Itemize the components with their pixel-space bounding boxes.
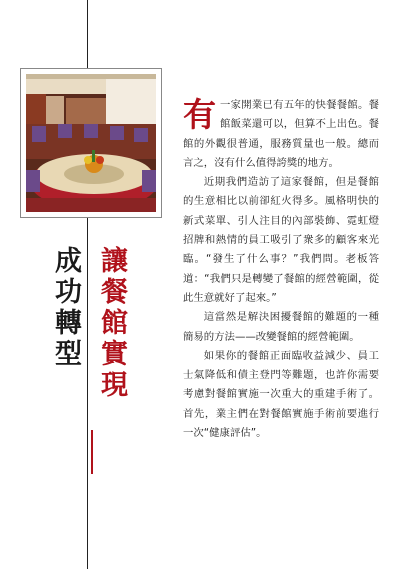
title-line-1: 成功轉型 [50,246,81,370]
paragraph-1-text: 一家開業已有五年的快餐餐館。餐館飯菜還可以，但算不上出色。餐館的外觀很普通，服務質量也一般。總而言之，沒有什么值得誇獎的地方。 [183,99,379,169]
paragraph-2: 近期我們造訪了這家餐館，但是餐館的生意相比以前卻紅火得多。風格明快的新式菜單、引人注目的內部裝飾、霓虹燈招牌和熱情的員工吸引了衆多的顧客來光臨。“發生了什么事？”我們問。老板答道：“我們只是轉變了餐館的經營範圍，從此生意就好了起來。” [183,176,379,304]
paragraph-3: 這當然是解決困擾餐館的難題的一種簡易的方法——改變餐館的經營範圍。 [183,311,379,343]
drop-cap: 有 [183,95,216,134]
restaurant-photo [20,68,162,218]
title-accent-bar [91,430,93,474]
paragraph-4: 如果你的餐館正面臨收益減少、員工士氣降低和債主登門等難題，也許你需要考慮對餐館實施一次重大的重建手術了。首先，業主們在對餐館實施手術前要進行一次“健康評估”。 [183,349,379,440]
paragraph-1 [183,96,379,173]
title-line-2: 讓餐館實現 [96,246,127,401]
article-body [183,96,379,443]
restaurant-photo-image [26,74,156,212]
